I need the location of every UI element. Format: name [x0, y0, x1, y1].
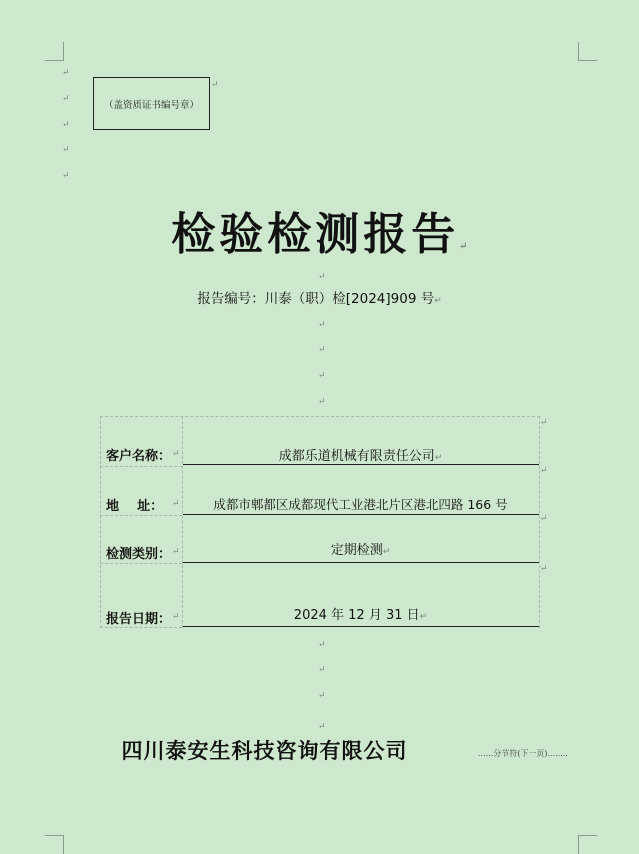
report-title	[0, 198, 639, 262]
address-label: 地 址：	[106, 499, 164, 514]
client-name-value[interactable]: 成都乐道机械有限责任公司↵	[278, 449, 443, 464]
table-gridline	[100, 416, 101, 628]
paragraph-mark: ↵	[540, 514, 548, 524]
field-underline	[183, 626, 539, 627]
paragraph-mark: ↵	[318, 640, 326, 650]
paragraph-mark: ↵	[540, 418, 548, 428]
margin-corner-top-left	[45, 42, 64, 61]
table-gridline	[100, 627, 182, 628]
table-gridline	[100, 515, 182, 516]
paragraph-mark: ↵	[318, 272, 326, 282]
test-category-label: 检测类别：	[106, 547, 172, 562]
paragraph-mark: ↵	[540, 564, 548, 574]
paragraph-mark: ↵	[62, 120, 70, 130]
report-number	[0, 287, 639, 307]
paragraph-mark: ↵	[318, 691, 326, 701]
paragraph-mark: ↵	[318, 371, 326, 381]
paragraph-mark: ↵	[318, 320, 326, 330]
paragraph-mark: ↵	[540, 466, 548, 476]
stamp-placeholder-box[interactable]	[93, 77, 210, 130]
address-value[interactable]: 成都市郫都区成都现代工业港北片区港北四路 166 号	[213, 497, 508, 512]
paragraph-mark: ↵	[211, 80, 219, 90]
paragraph-mark: ↵	[459, 241, 468, 252]
paragraph-mark: ↵	[172, 547, 180, 557]
paragraph-mark: ↵	[172, 449, 180, 459]
paragraph-mark: ↵	[318, 665, 326, 675]
paragraph-mark: ↵	[62, 171, 70, 181]
paragraph-mark: ↵	[172, 499, 180, 509]
client-name-label: 客户名称：	[106, 449, 172, 464]
report-date-label: 报告日期：	[106, 612, 172, 627]
table-gridline	[100, 466, 182, 467]
paragraph-mark: ↵	[62, 68, 70, 78]
paragraph-mark: ↵	[318, 722, 326, 732]
paragraph-mark: ↵	[172, 612, 180, 622]
report-number-text: 报告编号：川泰（职）检[2024]909 号	[197, 291, 435, 307]
field-underline	[183, 514, 539, 515]
section-break-marker: ......分节符(下一页)........	[478, 749, 568, 758]
report-date-value[interactable]: 2024 年 12 月 31 日↵	[293, 608, 428, 623]
paragraph-mark: ↵	[318, 345, 326, 355]
company-name-text: 四川泰安生科技咨询有限公司	[121, 738, 408, 763]
test-category-value[interactable]: 定期检测↵	[330, 543, 391, 558]
stamp-placeholder-text: （盖资质证书编号章）	[103, 99, 199, 111]
table-gridline	[100, 563, 182, 564]
paragraph-mark: ↵	[62, 94, 70, 104]
report-title-text: 检验检测报告	[171, 209, 460, 260]
client-info-table	[100, 416, 548, 628]
margin-corner-bottom-left	[45, 835, 64, 854]
paragraph-mark: ↵	[318, 397, 326, 407]
field-underline	[183, 562, 539, 563]
margin-corner-top-right	[578, 42, 597, 61]
field-underline	[183, 464, 539, 465]
paragraph-mark: ↵	[434, 296, 442, 306]
table-gridline	[100, 416, 540, 417]
margin-corner-bottom-right	[578, 835, 597, 854]
paragraph-mark: ↵	[62, 145, 70, 155]
